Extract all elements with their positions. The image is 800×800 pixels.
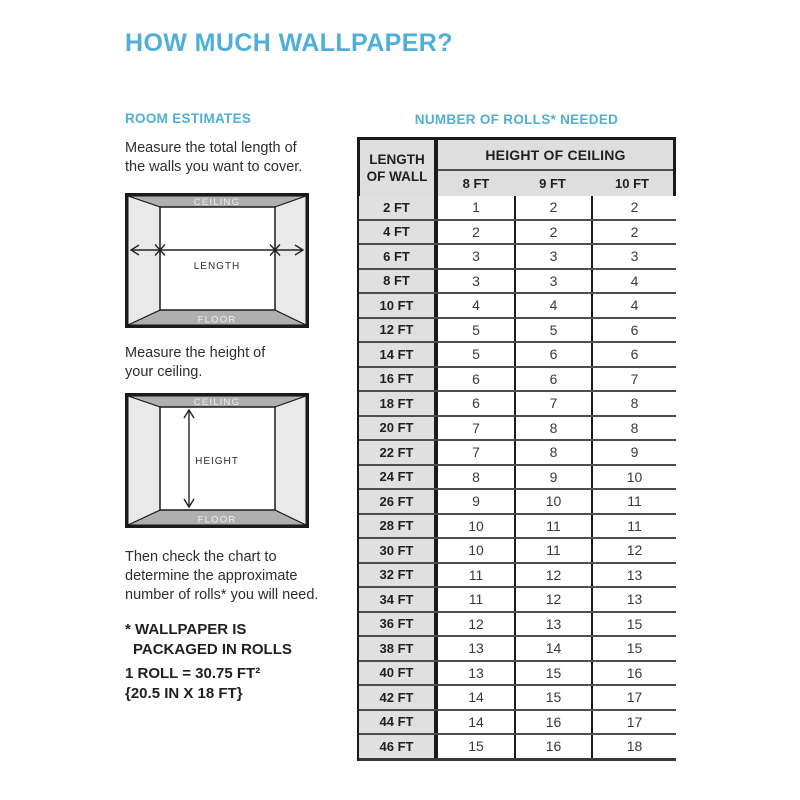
row-label: 30 FT xyxy=(359,539,438,562)
table-cell: 8 xyxy=(591,417,676,440)
row-label: 6 FT xyxy=(359,245,438,268)
floor-label: FLOOR xyxy=(197,514,237,526)
table-cell: 12 xyxy=(514,588,591,611)
table-cell: 12 xyxy=(514,564,591,587)
row-label: 34 FT xyxy=(359,588,438,611)
table-body xyxy=(357,196,676,761)
row-label: 40 FT xyxy=(359,662,438,685)
row-label: 26 FT xyxy=(359,490,438,513)
table-cell: 3 xyxy=(514,270,591,293)
table-cell: 16 xyxy=(514,735,591,758)
step2-line2: your ceiling. xyxy=(125,364,203,380)
table-cell: 6 xyxy=(514,368,591,391)
table-cell: 13 xyxy=(514,613,591,636)
back-wall-panel xyxy=(160,207,275,310)
row-label: 42 FT xyxy=(359,686,438,709)
row-label: 8 FT xyxy=(359,270,438,293)
table-cell: 12 xyxy=(591,539,676,562)
table-cell: 9 xyxy=(472,493,480,510)
step3-line2: determine the approximate xyxy=(125,568,298,584)
roll-spec-line1: 1 ROLL = 30.75 FT² xyxy=(125,665,261,682)
table-cell: 11 xyxy=(514,539,591,562)
step2-text xyxy=(125,344,265,382)
step1-text xyxy=(125,139,302,177)
table-cell: 14 xyxy=(468,689,484,706)
table-row xyxy=(359,515,676,540)
ceiling-header-group xyxy=(438,140,673,196)
table-cell: 6 xyxy=(514,343,591,366)
table-cell: 13 xyxy=(468,640,484,657)
table-row xyxy=(359,294,676,319)
table-cell: 3 xyxy=(514,245,591,268)
table-cell: 3 xyxy=(472,272,480,289)
row-label: 28 FT xyxy=(359,515,438,538)
table-cell: 2 xyxy=(514,221,591,244)
table-row xyxy=(359,245,676,270)
step1-line1: Measure the total length of xyxy=(125,140,297,156)
table-cell: 10 xyxy=(514,490,591,513)
table-row xyxy=(359,735,676,761)
table-row xyxy=(359,686,676,711)
table-row xyxy=(359,662,676,687)
table-row xyxy=(359,392,676,417)
table-cell: 11 xyxy=(591,515,676,538)
table-cell: 5 xyxy=(472,321,480,338)
row-label: 20 FT xyxy=(359,417,438,440)
row-label: 2 FT xyxy=(359,196,438,219)
table-row xyxy=(359,539,676,564)
table-row xyxy=(359,417,676,442)
table-cell: 4 xyxy=(514,294,591,317)
right-wall-panel xyxy=(275,396,306,525)
row-label: 10 FT xyxy=(359,294,438,317)
room-estimates-heading: ROOM ESTIMATES xyxy=(125,111,252,126)
table-cell: 18 xyxy=(591,735,676,758)
row-label: 32 FT xyxy=(359,564,438,587)
row-label: 46 FT xyxy=(359,735,438,758)
table-row xyxy=(359,637,676,662)
table-cell: 7 xyxy=(472,444,480,461)
table-row xyxy=(359,343,676,368)
table-cell: 7 xyxy=(591,368,676,391)
table-cell: 15 xyxy=(514,662,591,685)
step3-line1: Then check the chart to xyxy=(125,549,277,565)
step2-line1: Measure the height of xyxy=(125,345,266,361)
column-header-10ft: 10 FT xyxy=(615,176,649,191)
table-cell: 5 xyxy=(472,346,480,363)
height-room-diagram xyxy=(125,393,309,528)
table-cell: 2 xyxy=(591,221,676,244)
row-label: 24 FT xyxy=(359,466,438,489)
table-cell: 14 xyxy=(468,713,484,730)
table-cell: 13 xyxy=(591,588,676,611)
row-label: 22 FT xyxy=(359,441,438,464)
roll-spec-line2: {20.5 IN X 18 FT} xyxy=(125,684,243,702)
height-measure-label: HEIGHT xyxy=(195,456,239,467)
ceiling-label: CEILING xyxy=(193,197,241,208)
table-cell: 16 xyxy=(591,662,676,685)
table-row xyxy=(359,368,676,393)
table-cell: 11 xyxy=(514,515,591,538)
table-row xyxy=(359,613,676,638)
table-cell: 5 xyxy=(514,319,591,342)
length-measure-label: LENGTH xyxy=(193,261,241,272)
table-row xyxy=(359,196,676,221)
step3-text xyxy=(125,548,318,605)
table-cell: 2 xyxy=(514,196,591,219)
ceiling-column-headers xyxy=(438,171,673,196)
table-cell: 11 xyxy=(591,490,676,513)
row-label: 4 FT xyxy=(359,221,438,244)
table-cell: 14 xyxy=(514,637,591,660)
footnote-line2: PACKAGED IN ROLLS xyxy=(133,640,292,658)
row-label: 38 FT xyxy=(359,637,438,660)
table-header xyxy=(357,137,676,196)
corner-header-line1: LENGTH xyxy=(369,152,425,167)
table-cell: 10 xyxy=(468,517,484,534)
table-cell: 7 xyxy=(472,419,480,436)
table-row xyxy=(359,441,676,466)
table-cell: 4 xyxy=(591,294,676,317)
table-cell: 10 xyxy=(468,542,484,559)
table-row xyxy=(359,564,676,589)
left-wall-panel xyxy=(128,396,160,525)
table-cell: 17 xyxy=(591,711,676,734)
table-cell: 17 xyxy=(591,686,676,709)
table-cell: 9 xyxy=(591,441,676,464)
wallpaper-footnote xyxy=(125,620,292,659)
table-cell: 15 xyxy=(591,613,676,636)
table-cell: 3 xyxy=(591,245,676,268)
table-cell: 13 xyxy=(591,564,676,587)
table-row xyxy=(359,711,676,736)
table-cell: 6 xyxy=(591,343,676,366)
table-cell: 1 xyxy=(472,199,480,216)
table-cell: 8 xyxy=(514,417,591,440)
table-cell: 3 xyxy=(472,248,480,265)
table-cell: 16 xyxy=(514,711,591,734)
height-of-ceiling-header: HEIGHT OF CEILING xyxy=(438,140,673,171)
table-row xyxy=(359,221,676,246)
table-row xyxy=(359,270,676,295)
rolls-table-heading: NUMBER OF ROLLS* NEEDED xyxy=(414,112,619,127)
table-cell: 15 xyxy=(468,738,484,755)
table-row xyxy=(359,466,676,491)
table-cell: 9 xyxy=(514,466,591,489)
rolls-table xyxy=(357,137,676,761)
footnote-line1: * WALLPAPER IS xyxy=(125,621,247,638)
corner-header-length-of-wall xyxy=(360,140,438,196)
table-cell: 15 xyxy=(514,686,591,709)
table-cell: 2 xyxy=(591,196,676,219)
table-cell: 8 xyxy=(591,392,676,415)
table-cell: 8 xyxy=(472,468,480,485)
column-header-8ft: 8 FT xyxy=(462,176,490,191)
corner-header-line2: OF WALL xyxy=(366,169,428,184)
table-row xyxy=(359,490,676,515)
row-label: 18 FT xyxy=(359,392,438,415)
floor-label: FLOOR xyxy=(197,314,237,326)
column-header-9ft: 9 FT xyxy=(539,176,566,191)
step3-line3: number of rolls* you will need. xyxy=(125,587,319,603)
row-label: 16 FT xyxy=(359,368,438,391)
left-wall-panel xyxy=(128,196,160,325)
length-room-diagram xyxy=(125,193,309,328)
table-cell: 10 xyxy=(591,466,676,489)
table-cell: 4 xyxy=(591,270,676,293)
table-cell: 6 xyxy=(472,395,480,412)
row-label: 14 FT xyxy=(359,343,438,366)
table-cell: 6 xyxy=(591,319,676,342)
table-row xyxy=(359,319,676,344)
right-wall-panel xyxy=(275,196,306,325)
page-title: HOW MUCH WALLPAPER? xyxy=(125,29,453,57)
ceiling-label: CEILING xyxy=(193,397,241,408)
table-cell: 15 xyxy=(591,637,676,660)
table-cell: 11 xyxy=(468,591,484,608)
table-cell: 11 xyxy=(468,566,484,583)
table-cell: 12 xyxy=(468,615,484,632)
table-cell: 13 xyxy=(468,664,484,681)
step1-line2: the walls you want to cover. xyxy=(125,159,303,175)
row-label: 36 FT xyxy=(359,613,438,636)
table-cell: 6 xyxy=(472,370,480,387)
table-cell: 2 xyxy=(472,223,480,240)
table-cell: 8 xyxy=(514,441,591,464)
roll-spec xyxy=(125,664,260,703)
table-cell: 7 xyxy=(514,392,591,415)
row-label: 12 FT xyxy=(359,319,438,342)
row-label: 44 FT xyxy=(359,711,438,734)
table-cell: 4 xyxy=(472,297,480,314)
table-row xyxy=(359,588,676,613)
